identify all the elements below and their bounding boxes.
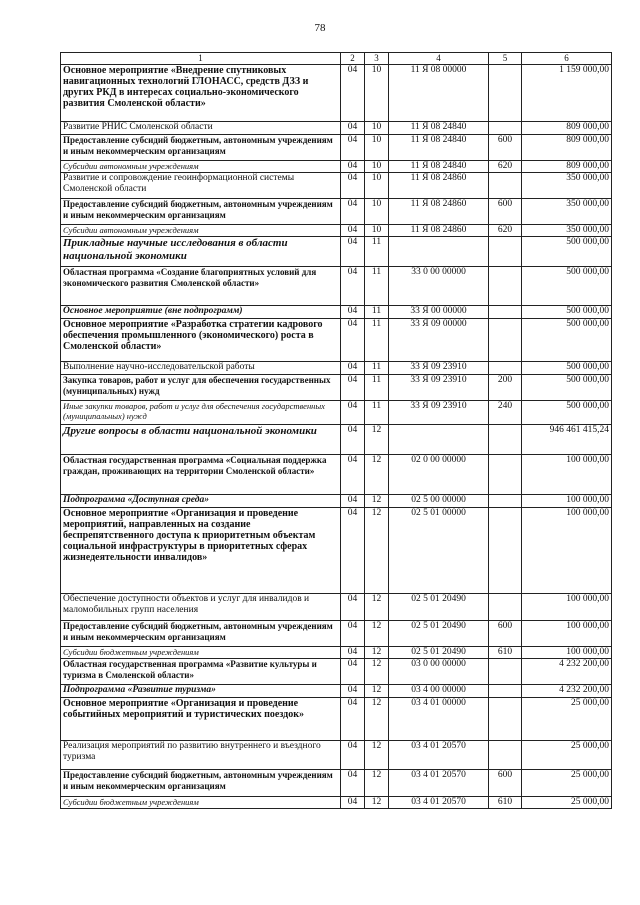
- subsection-code-cell: 12: [365, 508, 389, 594]
- amount-cell: 809 000,00: [522, 135, 612, 161]
- section-code-cell: 04: [341, 122, 365, 135]
- target-article-cell: 33 Я 09 00000: [389, 319, 489, 362]
- expense-type-cell: 610: [489, 647, 522, 659]
- row-name-cell: Субсидии автономным учреждениям: [61, 161, 341, 173]
- table-row: [61, 319, 612, 362]
- subsection-code-cell: 12: [365, 425, 389, 455]
- expense-type-cell: [489, 306, 522, 319]
- section-code-cell: 04: [341, 770, 365, 797]
- target-article-cell: 11 Я 08 00000: [389, 65, 489, 122]
- row-name-cell: Предоставление субсидий бюджетным, автономным учреждениям и иным некоммерческим организациям: [61, 770, 341, 797]
- amount-cell: 500 000,00: [522, 237, 612, 267]
- section-code-cell: 04: [341, 455, 365, 495]
- table-row: [61, 267, 612, 306]
- row-name-cell: Основное мероприятие «Разработка стратегии кадрового обеспечения промышленного (экономического) роста в Смоленской области»: [61, 319, 341, 362]
- expense-type-cell: 600: [489, 621, 522, 647]
- section-code-cell: 04: [341, 741, 365, 770]
- table-row: [61, 797, 612, 809]
- section-code-cell: 04: [341, 495, 365, 508]
- section-code-cell: 04: [341, 319, 365, 362]
- subsection-code-cell: 12: [365, 698, 389, 741]
- table-row: [61, 401, 612, 425]
- subsection-code-cell: 12: [365, 659, 389, 685]
- row-name-cell: Иные закупки товаров, работ и услуг для обеспечения государственных (муниципальных) нужд: [61, 401, 341, 425]
- table-body: [61, 53, 612, 809]
- table-row: [61, 161, 612, 173]
- row-name-cell: Обеспечение доступности объектов и услуг для инвалидов и маломобильных групп населения: [61, 594, 341, 621]
- subsection-code-cell: 12: [365, 455, 389, 495]
- amount-cell: 809 000,00: [522, 161, 612, 173]
- section-code-cell: 04: [341, 647, 365, 659]
- row-name-cell: Субсидии бюджетным учреждениям: [61, 647, 341, 659]
- subsection-code-cell: 11: [365, 267, 389, 306]
- expense-type-cell: [489, 495, 522, 508]
- row-name-cell: Предоставление субсидий бюджетным, автономным учреждениям и иным некоммерческим организациям: [61, 199, 341, 225]
- row-name-cell: Прикладные научные исследования в области национальной экономики: [61, 237, 341, 267]
- row-name-cell: Основное мероприятие (вне подпрограмм): [61, 306, 341, 319]
- subsection-code-cell: 10: [365, 225, 389, 237]
- target-article-cell: 33 Я 00 00000: [389, 306, 489, 319]
- section-code-cell: 04: [341, 425, 365, 455]
- target-article-cell: 02 5 01 00000: [389, 508, 489, 594]
- target-article-cell: 03 4 00 00000: [389, 685, 489, 698]
- expense-type-cell: 610: [489, 797, 522, 809]
- subsection-code-cell: 12: [365, 797, 389, 809]
- subsection-code-cell: 10: [365, 65, 389, 122]
- table-row: [61, 122, 612, 135]
- column-header: 4: [389, 53, 489, 65]
- subsection-code-cell: 11: [365, 362, 389, 375]
- target-article-cell: 33 Я 09 23910: [389, 401, 489, 425]
- target-article-cell: 03 4 01 20570: [389, 770, 489, 797]
- table-row: [61, 495, 612, 508]
- section-code-cell: 04: [341, 65, 365, 122]
- target-article-cell: [389, 425, 489, 455]
- table-row: [61, 362, 612, 375]
- subsection-code-cell: 11: [365, 375, 389, 401]
- row-name-cell: Субсидии автономным учреждениям: [61, 225, 341, 237]
- section-code-cell: 04: [341, 508, 365, 594]
- row-name-cell: Областная государственная программа «Развитие культуры и туризма в Смоленской области»: [61, 659, 341, 685]
- amount-cell: 100 000,00: [522, 594, 612, 621]
- section-code-cell: 04: [341, 267, 365, 306]
- amount-cell: 100 000,00: [522, 508, 612, 594]
- row-name-cell: Другие вопросы в области национальной экономики: [61, 425, 341, 455]
- table-row: [61, 621, 612, 647]
- section-code-cell: 04: [341, 237, 365, 267]
- section-code-cell: 04: [341, 621, 365, 647]
- budget-table: [60, 52, 612, 809]
- section-code-cell: 04: [341, 797, 365, 809]
- section-code-cell: 04: [341, 375, 365, 401]
- target-article-cell: 02 0 00 00000: [389, 455, 489, 495]
- row-name-cell: Областная государственная программа «Социальная поддержка граждан, проживающих на территории Смоленской области»: [61, 455, 341, 495]
- section-code-cell: 04: [341, 594, 365, 621]
- subsection-code-cell: 10: [365, 199, 389, 225]
- target-article-cell: 02 5 01 20490: [389, 594, 489, 621]
- section-code-cell: 04: [341, 161, 365, 173]
- amount-cell: 1 159 000,00: [522, 65, 612, 122]
- section-code-cell: 04: [341, 659, 365, 685]
- row-name-cell: Основное мероприятие «Внедрение спутниковых навигационных технологий ГЛОНАСС, средств ДЗЗ и других РКД в интересах социально-экономического развития Смоленской области»: [61, 65, 341, 122]
- table-row: [61, 225, 612, 237]
- expense-type-cell: [489, 65, 522, 122]
- table-row: [61, 659, 612, 685]
- section-code-cell: 04: [341, 685, 365, 698]
- target-article-cell: 33 Я 09 23910: [389, 362, 489, 375]
- amount-cell: 25 000,00: [522, 741, 612, 770]
- table-row: [61, 741, 612, 770]
- target-article-cell: 33 Я 09 23910: [389, 375, 489, 401]
- row-name-cell: Предоставление субсидий бюджетным, автономным учреждениям и иным некоммерческим организациям: [61, 135, 341, 161]
- amount-cell: 500 000,00: [522, 319, 612, 362]
- section-code-cell: 04: [341, 173, 365, 199]
- row-name-cell: Предоставление субсидий бюджетным, автономным учреждениям и иным некоммерческим организациям: [61, 621, 341, 647]
- row-name-cell: Основное мероприятие «Организация и проведение событийных мероприятий и туристических поездок»: [61, 698, 341, 741]
- amount-cell: 350 000,00: [522, 173, 612, 199]
- amount-cell: 4 232 200,00: [522, 659, 612, 685]
- column-header: 5: [489, 53, 522, 65]
- expense-type-cell: [489, 122, 522, 135]
- subsection-code-cell: 12: [365, 685, 389, 698]
- table-row: [61, 199, 612, 225]
- section-code-cell: 04: [341, 306, 365, 319]
- table-row: [61, 237, 612, 267]
- subsection-code-cell: 10: [365, 161, 389, 173]
- row-name-cell: Выполнение научно-исследовательской работы: [61, 362, 341, 375]
- table-row: [61, 594, 612, 621]
- target-article-cell: 11 Я 08 24840: [389, 161, 489, 173]
- subsection-code-cell: 12: [365, 495, 389, 508]
- row-name-cell: Основное мероприятие «Организация и проведение мероприятий, направленных на создание беспрепятственного доступа к приоритетным объектам социальной инфраструктуры в приоритетных сферах жизнедеятельности инвалидов»: [61, 508, 341, 594]
- table-row: [61, 425, 612, 455]
- table-row: [61, 455, 612, 495]
- target-article-cell: 03 4 01 00000: [389, 698, 489, 741]
- expense-type-cell: 600: [489, 770, 522, 797]
- table-row: [61, 65, 612, 122]
- amount-cell: 4 232 200,00: [522, 685, 612, 698]
- subsection-code-cell: 11: [365, 306, 389, 319]
- column-header: 1: [61, 53, 341, 65]
- section-code-cell: 04: [341, 362, 365, 375]
- table-row: [61, 306, 612, 319]
- expense-type-cell: 200: [489, 375, 522, 401]
- column-header: 6: [522, 53, 612, 65]
- target-article-cell: [389, 237, 489, 267]
- target-article-cell: 02 5 01 20490: [389, 647, 489, 659]
- subsection-code-cell: 10: [365, 122, 389, 135]
- header-row: [61, 53, 612, 65]
- section-code-cell: 04: [341, 199, 365, 225]
- table-row: [61, 135, 612, 161]
- amount-cell: 100 000,00: [522, 621, 612, 647]
- section-code-cell: 04: [341, 698, 365, 741]
- expense-type-cell: [489, 173, 522, 199]
- expense-type-cell: [489, 319, 522, 362]
- target-article-cell: 02 5 00 00000: [389, 495, 489, 508]
- target-article-cell: 03 4 01 20570: [389, 797, 489, 809]
- amount-cell: 809 000,00: [522, 122, 612, 135]
- subsection-code-cell: 12: [365, 770, 389, 797]
- table-row: [61, 647, 612, 659]
- amount-cell: 500 000,00: [522, 267, 612, 306]
- expense-type-cell: [489, 594, 522, 621]
- amount-cell: 100 000,00: [522, 495, 612, 508]
- target-article-cell: 11 Я 08 24840: [389, 135, 489, 161]
- amount-cell: 350 000,00: [522, 199, 612, 225]
- subsection-code-cell: 11: [365, 237, 389, 267]
- row-name-cell: Подпрограмма «Доступная среда»: [61, 495, 341, 508]
- expense-type-cell: [489, 425, 522, 455]
- row-name-cell: Субсидии бюджетным учреждениям: [61, 797, 341, 809]
- target-article-cell: 11 Я 08 24840: [389, 122, 489, 135]
- expense-type-cell: [489, 508, 522, 594]
- target-article-cell: 11 Я 08 24860: [389, 225, 489, 237]
- amount-cell: 946 461 415,24: [522, 425, 612, 455]
- table-row: [61, 173, 612, 199]
- amount-cell: 25 000,00: [522, 797, 612, 809]
- expense-type-cell: 620: [489, 225, 522, 237]
- amount-cell: 100 000,00: [522, 455, 612, 495]
- subsection-code-cell: 12: [365, 647, 389, 659]
- expense-type-cell: [489, 267, 522, 306]
- subsection-code-cell: 10: [365, 173, 389, 199]
- page-number: 78: [314, 22, 326, 34]
- target-article-cell: 03 4 01 20570: [389, 741, 489, 770]
- target-article-cell: 11 Я 08 24860: [389, 173, 489, 199]
- target-article-cell: 03 0 00 00000: [389, 659, 489, 685]
- amount-cell: 350 000,00: [522, 225, 612, 237]
- target-article-cell: 11 Я 08 24860: [389, 199, 489, 225]
- amount-cell: 25 000,00: [522, 770, 612, 797]
- expense-type-cell: 620: [489, 161, 522, 173]
- amount-cell: 25 000,00: [522, 698, 612, 741]
- row-name-cell: Закупка товаров, работ и услуг для обеспечения государственных (муниципальных) нужд: [61, 375, 341, 401]
- amount-cell: 500 000,00: [522, 375, 612, 401]
- table-row: [61, 375, 612, 401]
- section-code-cell: 04: [341, 401, 365, 425]
- table-row: [61, 508, 612, 594]
- expense-type-cell: [489, 741, 522, 770]
- expense-type-cell: 240: [489, 401, 522, 425]
- target-article-cell: 33 0 00 00000: [389, 267, 489, 306]
- expense-type-cell: 600: [489, 199, 522, 225]
- subsection-code-cell: 12: [365, 594, 389, 621]
- row-name-cell: Развитие и сопровождение геоинформационной системы Смоленской области: [61, 173, 341, 199]
- expense-type-cell: [489, 659, 522, 685]
- expense-type-cell: 600: [489, 135, 522, 161]
- subsection-code-cell: 12: [365, 621, 389, 647]
- row-name-cell: Реализация мероприятий по развитию внутреннего и въездного туризма: [61, 741, 341, 770]
- expense-type-cell: [489, 698, 522, 741]
- section-code-cell: 04: [341, 225, 365, 237]
- row-name-cell: Областная программа «Создание благоприятных условий для экономического развития Смоленской области»: [61, 267, 341, 306]
- table-row: [61, 685, 612, 698]
- expense-type-cell: [489, 237, 522, 267]
- amount-cell: 100 000,00: [522, 647, 612, 659]
- subsection-code-cell: 12: [365, 741, 389, 770]
- column-header: 3: [365, 53, 389, 65]
- row-name-cell: Подпрограмма «Развитие туризма»: [61, 685, 341, 698]
- row-name-cell: Развитие РНИС Смоленской области: [61, 122, 341, 135]
- table-row: [61, 770, 612, 797]
- expense-type-cell: [489, 455, 522, 495]
- subsection-code-cell: 10: [365, 135, 389, 161]
- table-row: [61, 698, 612, 741]
- amount-cell: 500 000,00: [522, 362, 612, 375]
- amount-cell: 500 000,00: [522, 401, 612, 425]
- expense-type-cell: [489, 362, 522, 375]
- section-code-cell: 04: [341, 135, 365, 161]
- amount-cell: 500 000,00: [522, 306, 612, 319]
- column-header: 2: [341, 53, 365, 65]
- subsection-code-cell: 11: [365, 319, 389, 362]
- target-article-cell: 02 5 01 20490: [389, 621, 489, 647]
- subsection-code-cell: 11: [365, 401, 389, 425]
- expense-type-cell: [489, 685, 522, 698]
